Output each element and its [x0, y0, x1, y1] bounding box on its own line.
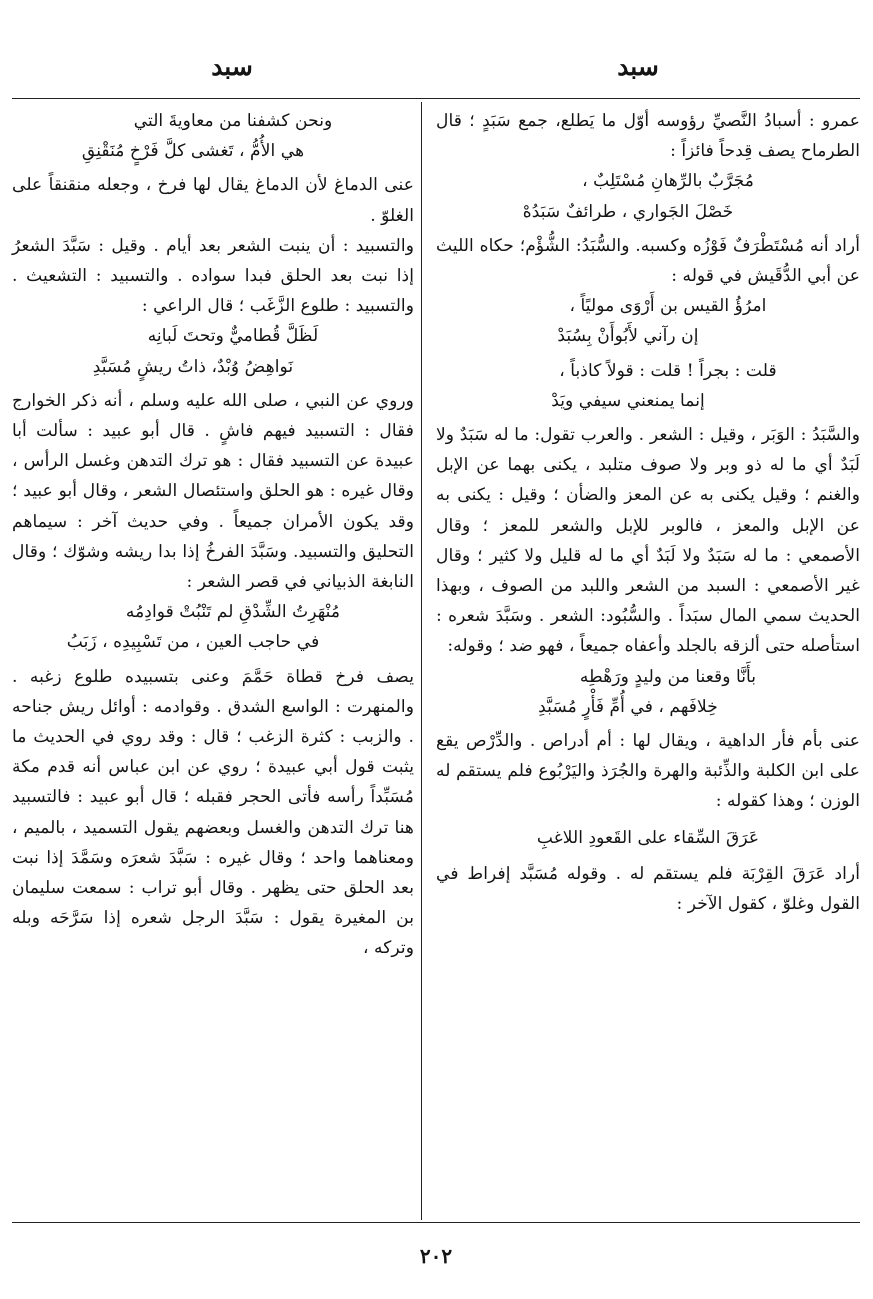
verse: [436, 291, 860, 351]
verse-hemistich: إنما يمنعني سيفي ويَدْ: [551, 390, 705, 411]
paragraph: والسَّبَدُ : الوَبَر ، وقيل : الشعر . والعرب تقول: ما له سَبَدٌ ولا لَبَدٌ أي ما له ذو وبر ولا صوف متلبد ، يكنى بهما عن الإبل والغنم ؛ وقيل يكنى به عن المعز والضأن ؛ وقيل : يكنى به عن الإبل والمعز ، فالوبر للإبل والشعر للمعز ؛ وقال الأصمعي : ما له سَبَدٌ ولا لَبَدٌ أي ما له قليل ولا كثير ؛ وقال غير الأصمعي : السبد من الشعر واللبد من الصوف ، وبهذا الحديث سمي المال سبَداً . والسُّبُود: الشعر . وسَبَّدَ شعره : استأصله حتى ألزقه بالجلد وأعفاه جميعاً ، فهو ضد ؛ وقوله:: [436, 425, 860, 657]
verse-hemistich: مُجَرَّبٌ بالرِّهانِ مُسْتَلِبٌ ،: [582, 171, 754, 192]
right-column: [436, 106, 860, 919]
paragraph: عمرو : أسبادُ النَّصيِّ رؤوسه أوّل ما يَطلع، جمع سَبَدٍ ؛ قال الطرماح يصف قِدحاً فائزاً :: [436, 111, 860, 162]
paragraph: يصف فرخ قطاة حَمَّمَ وعنى بتسبيده طلوع زغبه . والمنهرت : الواسع الشدق . وقوادمه : أوائل ريش جناحه . والزبب : كثرة الزغب ؛ قال : وقد روي في الحديث ما يثبت قول أبي عبيدة ؛ روي عن ابن عباس أنه قدم مكة مُسَبِّداً رأسه فأتى الحجر فقبله ؛ قال أبو عبيد : فالتسبيد هنا ترك التدهن والغسل وبعضهم يقول التسميد ، بالميم ، ومعناهما واحد ؛ وقال غيره : سَبَّدَ شعرَه وسَمَّدَ إذا نبت بعد الحلق حتى يظهر . وقال أبو تراب : سمعت سليمان بن المغيرة يقول : سَبَّدَ الرجل شعره إذا سَرَّحَه وبله وتركه ،: [12, 666, 414, 959]
page-number: ٢٠٢: [419, 1244, 453, 1268]
verse-line: عَرَقَ السِّقاء على القَعودِ اللاغبِ: [536, 827, 760, 848]
verse-hemistich: لَظَلَّ قُطاميٌّ وتحتَ لَبانِه: [147, 326, 319, 347]
column-divider: [421, 102, 422, 1220]
paragraph: عنى الدماغ لأن الدماغ يقال لها فرخ ، وجعله منقنقاً على الغلوّ .: [12, 175, 414, 226]
verse: [12, 106, 414, 166]
paragraph: أراد عَرَقَ القِرْبَة فلم يستقم له . وقوله مُسَبَّد إفراط في القول وغلوّ ، كقول الآخر :: [436, 863, 860, 915]
paragraph: أراد أنه مُسْتَطْرَفٌ فَوْزُه وكسبه. والسُّبَدُ: الشُّؤْم؛ حكاه الليث عن أبي الدُّقَيش في قوله :: [436, 235, 860, 287]
top-rule: [12, 98, 860, 99]
verse: [436, 662, 860, 722]
verse-hemistich: في حاجب العين ، من تَسْبِيدِه ، زَبَبُ: [66, 632, 320, 653]
verse-hemistich: إن رآني لأَبُوأَنْ بِسُبَدْ: [557, 326, 699, 347]
verse: [436, 166, 860, 226]
verse-hemistich: هي الأُمُّ ، تَغشى كلَّ فَرْخٍ مُنَقْنِقِ: [81, 141, 305, 162]
verse: [12, 597, 414, 657]
verse: [436, 356, 860, 416]
verse-hemistich: قلت : بجراً ! قلت : قولاً كاذباً ،: [559, 360, 777, 381]
verse-hemistich: ونحن كشفنا من معاويةَ التي: [133, 111, 333, 131]
verse-hemistich: خِلافَهم ، في أُمِّ فَأْرٍ مُسَبَّدِ: [538, 696, 718, 717]
paragraph: والتسبيد : أن ينبت الشعر بعد أيام . وقيل : سَبَّدَ الشعرُ إذا نبت بعد الحلق فبدا سواده . والتسبيد : التشعيث . والتسبيد : طلوع الزَّغَب ؛ قال الراعي :: [12, 235, 414, 317]
header-entry-word-right: سبد: [617, 52, 659, 81]
header-entry-word-left: سبد: [211, 52, 253, 81]
verse-hemistich: خَصْلَ الجَواري ، طرائفٌ سَبَدُهْ: [522, 201, 734, 222]
verse-hemistich: نَواهِضُ وُبْدٌ، ذاتُ ريشٍ مُسَبَّدِ: [92, 356, 294, 377]
verse-hemistich: امرُؤُ القيس بن أَرْوَى موليًاً ،: [569, 296, 767, 317]
paragraph: عنى بأم فأر الداهية ، ويقال لها : أم أدراص . والدِّرْص يقع على ابن الكلبة والذِّئبة والهرة والجُرَذ واليَرْبُوع فلم يستقم له الوزن ؛ وهذا كقوله :: [436, 731, 860, 812]
bottom-rule: [12, 1222, 860, 1223]
left-column: [12, 106, 414, 964]
paragraph: وروي عن النبي ، صلى الله عليه وسلم ، أنه ذكر الخوارج فقال : التسبيد فيهم فاشٍ . قال أبو عبيد : سألت أبا عبيدة عن التسبيد فقال : هو ترك التدهن وغسل الرأس ، وقال غيره : هو الحلق واستئصال الشعر ، وقال أبو عبيد ؛ وقد يكون الأمران جميعاً . وفي حديث آخر : سيماهم التحليق والتسبيد. وسَبَّدَ الفرخُ إذا بدا ريشه وشوّك ؛ وقال النابغة الذبياني في قصر الشعر :: [12, 390, 414, 593]
verse: [12, 321, 414, 381]
verse-hemistich: بأَنَّا وقعنا من وليدٍ ورَهْطِه: [579, 666, 757, 687]
verse-hemistich: مُنْهَرِتُ الشِّدْقِ لم تَنْبُتْ قوادِمُه: [125, 602, 341, 623]
